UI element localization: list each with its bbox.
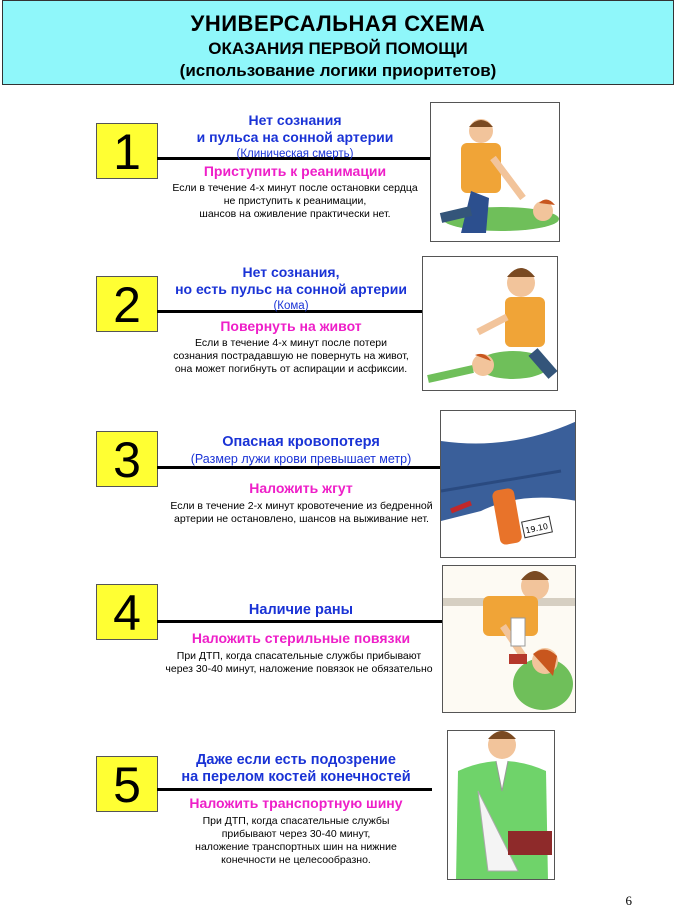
condition-text xyxy=(160,264,422,315)
condition-text xyxy=(165,112,425,163)
note-line: Если в течение 2-х минут кровотечение из бедренной xyxy=(170,500,433,512)
condition-line: Нет сознания xyxy=(248,112,342,128)
condition-text xyxy=(160,602,442,619)
page-subtitle: ОКАЗАНИЯ ПЕРВОЙ ПОМОЩИ xyxy=(208,39,468,58)
note-line: наложение транспортных шин на нижние xyxy=(195,841,397,853)
condition-line: Нет сознания, xyxy=(242,264,340,280)
condition-subtext: (Кома) xyxy=(273,300,309,312)
note-line: через 30-40 минут, наложение повязок не обязательно xyxy=(165,663,433,675)
step-number-box: 2 xyxy=(96,276,158,332)
action-text: Наложить стерильные повязки xyxy=(191,630,411,646)
action-text: Наложить транспортную шину xyxy=(189,795,403,811)
cpr-illustration xyxy=(430,102,560,242)
note-line: она может погибнуть от аспирации и асфиксии. xyxy=(174,363,408,375)
page-title: УНИВЕРСАЛЬНАЯ СХЕМА xyxy=(190,11,486,36)
header-banner xyxy=(2,0,674,85)
note-text xyxy=(155,650,443,676)
page-number: 6 xyxy=(625,893,632,908)
condition-line: на перелом костей конечностей xyxy=(181,769,411,785)
note-line: конечности не целесообразно. xyxy=(221,854,371,866)
bandage-illustration xyxy=(442,565,576,713)
note-line: Если в течение 4-х минут после потери xyxy=(194,337,387,349)
note-line: не приступить к реанимации, xyxy=(223,195,367,207)
divider-line xyxy=(157,620,442,623)
note-text xyxy=(160,182,430,221)
note-line: При ДТП, когда спасательные службы прибывают xyxy=(176,650,422,662)
page-subtitle-note: (использование логики приоритетов) xyxy=(179,61,497,80)
condition-line: Даже если есть подозрение xyxy=(196,752,396,768)
condition-subtext: (Клиническая смерть) xyxy=(236,148,354,160)
note-text xyxy=(160,815,432,867)
divider-line xyxy=(157,788,432,791)
action-text: Повернуть на живот xyxy=(220,318,362,334)
note-line: артерии не остановлено, шансов на выживание нет. xyxy=(174,513,429,525)
tourniquet-illustration xyxy=(440,410,576,558)
condition-text xyxy=(165,434,437,468)
condition-line: и пульса на сонной артерии xyxy=(196,129,394,145)
note-text xyxy=(160,337,422,376)
recovery-position-illustration xyxy=(422,256,558,391)
note-line: сознания пострадавшую не повернуть на живот, xyxy=(173,350,409,362)
sling-splint-illustration xyxy=(447,730,555,880)
note-text xyxy=(160,500,443,526)
condition-line: но есть пульс на сонной артерии xyxy=(175,281,407,297)
note-line: Если в течение 4-х минут после остановки сердца xyxy=(172,182,418,194)
condition-line: (Размер лужи крови превышает метр) xyxy=(190,452,412,466)
note-line: При ДТП, когда спасательные службы xyxy=(202,815,390,827)
action-text: Приступить к реанимации xyxy=(203,163,387,179)
step-number-box: 3 xyxy=(96,431,158,487)
condition-text xyxy=(160,752,432,786)
tourniquet-time-tag: 19.10 xyxy=(524,521,549,536)
action-text: Наложить жгут xyxy=(249,480,353,496)
step-number-box: 1 xyxy=(96,123,158,179)
condition-line: Опасная кровопотеря xyxy=(222,434,380,450)
step-number-box: 5 xyxy=(96,756,158,812)
condition-line: Наличие раны xyxy=(248,602,354,618)
note-line: шансов на оживление практически нет. xyxy=(199,208,391,220)
step-number-box: 4 xyxy=(96,584,158,640)
note-line: прибывают через 30-40 минут, xyxy=(221,828,371,840)
